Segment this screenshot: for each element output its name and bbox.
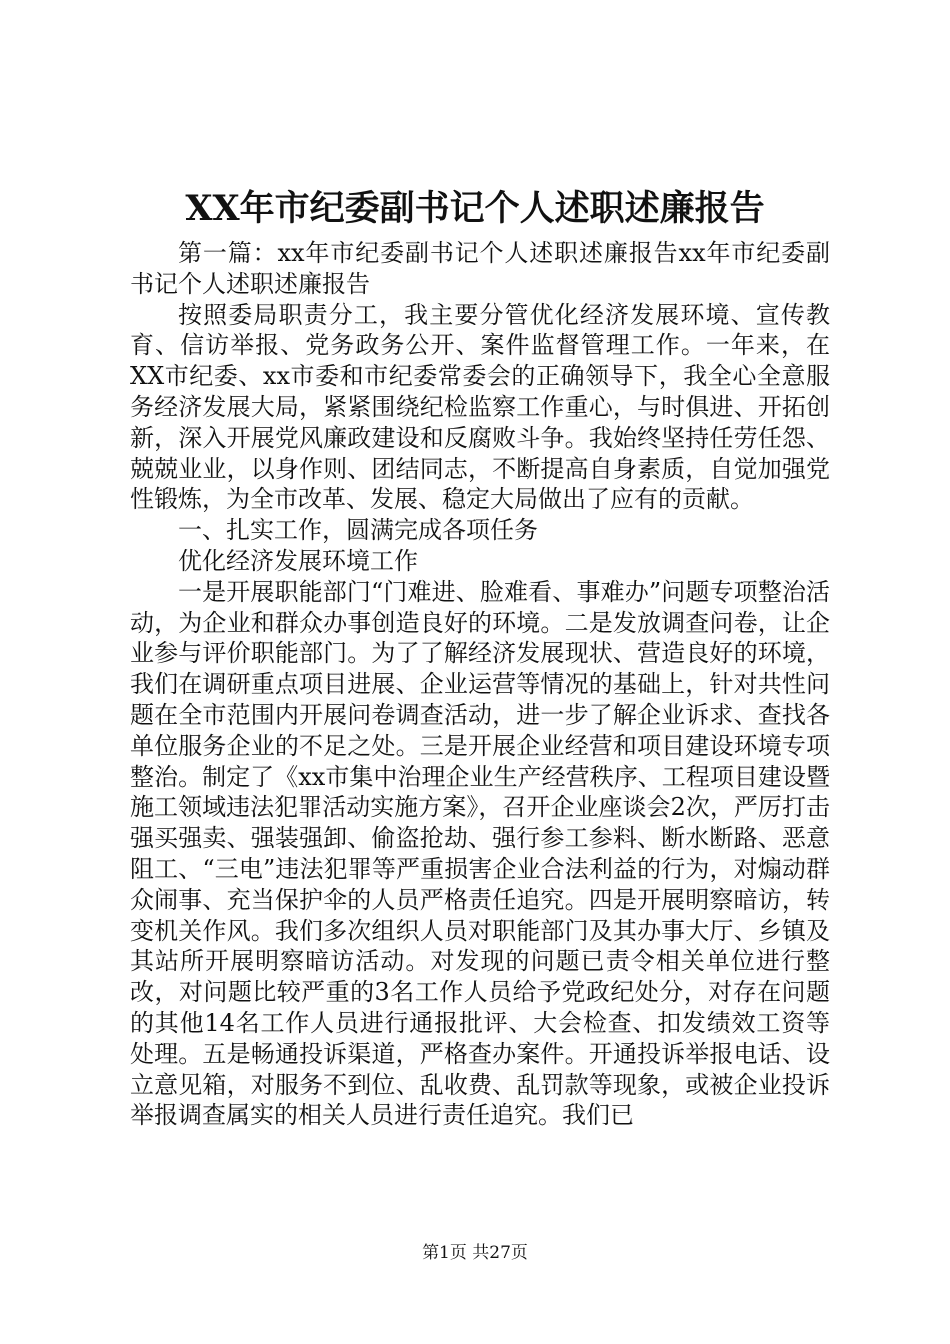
paragraph-details: 一是开展职能部门“门难进、脸难看、事难办”问题专项整治活动，为企业和群众办事创造良好的环境。二是发放调查问卷，让企业参与评价职能部门。为了了解经济发展现状、营造良好的环境，我们在调研重点项目进展、企业运营等情况的基础上，针对共性问题在全市范围内开展问卷调查活动，进一步了解企业诉求、查找各单位服务企业的不足之处。三是开展企业经营和项目建设环境专项整治。制定了《xx市集中治理企业生产经营秩序、工程项目建设暨施工领域违法犯罪活动实施方案》，召开企业座谈会2次，严厉打击强买强卖、强装强卸、偷盗抢劫、强行参工参料、断水断路、恶意阻工、“三电”违法犯罪等严重损害企业合法利益的行为，对煽动群众闹事、充当保护伞的人员严格责任追究。四是开展明察暗访，转变机关作风。我们多次组织人员对职能部门及其办事大厅、乡镇及其站所开展明察暗访活动。对发现的问题已责令相关单位进行整改，对问题比较严重的3名工作人员给予党政纪处分，对存在问题的其他14名工作人员进行通报批评、大会检查、扣发绩效工资等处理。五是畅通投诉渠道，严格查办案件。开通投诉举报电话、设立意见箱，对服务不到位、乱收费、乱罚款等现象，或被企业投诉举报调查属实的相关人员进行责任追究。我们已 bbox=[130, 577, 830, 1130]
subsection-heading: 优化经济发展环境工作 bbox=[178, 546, 418, 575]
page-number-footer: 第1页 共27页 bbox=[422, 1243, 528, 1263]
paragraph-overview: 按照委局职责分工，我主要分管优化经济发展环境、宣传教育、信访举报、党务政务公开、案件监督管理工作。一年来，在XX市纪委、xx市委和市纪委常委会的正确领导下，我全心全意服务经济发展大局，紧紧围绕纪检监察工作重心，与时俱进、开拓创新，深入开展党风廉政建设和反腐败斗争。我始终坚持任劳任怨、兢兢业业，以身作则、团结同志，不断提高自身素质，自觉加强党性锻炼，为全市改革、发展、稳定大局做出了应有的贡献。 bbox=[130, 300, 830, 514]
section-heading: 一、扎实工作，圆满完成各项任务 bbox=[178, 516, 538, 545]
document-body bbox=[130, 238, 830, 1131]
document-title: XX年市纪委副书记个人述职述廉报告 bbox=[185, 188, 765, 229]
paragraph-intro: 第一篇：xx年市纪委副书记个人述职述廉报告xx年市纪委副书记个人述职述廉报告 bbox=[130, 239, 830, 298]
